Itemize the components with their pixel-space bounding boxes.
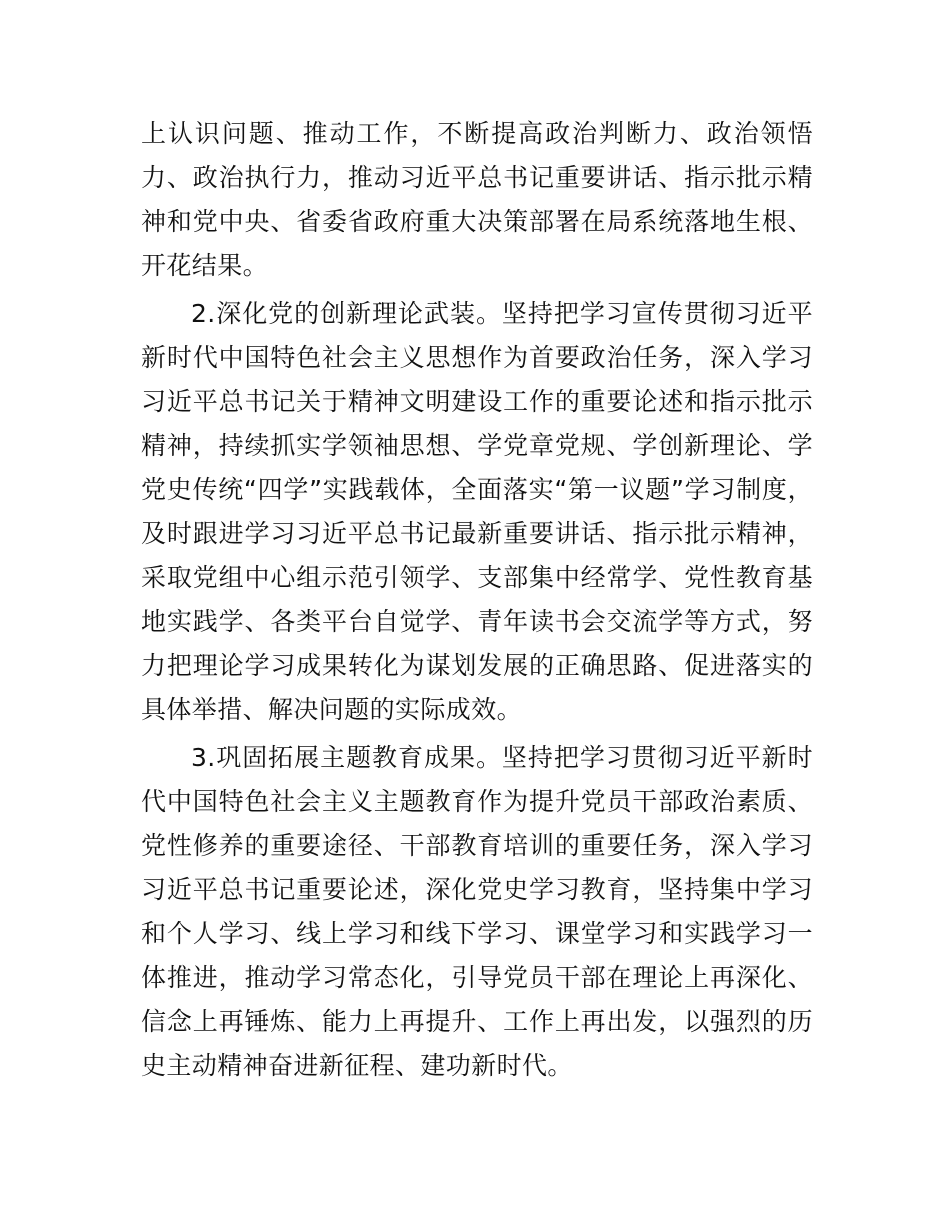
- paragraph-item-2: 2.深化党的创新理论武装。坚持把学习宣传贯彻习近平新时代中国特色社会主义思想作为首要政治任务，深入学习习近平总书记关于精神文明建设工作的重要论述和指示批示精神，持续抓实学领袖思想、学党章党规、学创新理论、学党史传统“四学”实践载体，全面落实“第一议题”学习制度，及时跟进学习习近平总书记最新重要讲话、指示批示精神，采取党组中心组示范引领学、支部集中经常学、党性教育基地实践学、各类平台自觉学、青年读书会交流学等方式，努力把理论学习成果转化为谋划发展的正确思路、促进落实的具体举措、解决问题的实际成效。: [141, 299, 813, 724]
- paragraph-continuation: 上认识问题、推动工作，不断提高政治判断力、政治领悟力、政治执行力，推动习近平总书记重要讲话、指示批示精神和党中央、省委省政府重大决策部署在局系统落地生根、开花结果。: [141, 119, 813, 280]
- document-page: [141, 112, 813, 1092]
- paragraph-item-3: 3.巩固拓展主题教育成果。坚持把学习贯彻习近平新时代中国特色社会主义主题教育作为提升党员干部政治素质、党性修养的重要途径、干部教育培训的重要任务，深入学习习近平总书记重要论述，深化党史学习教育，坚持集中学习和个人学习、线上学习和线下学习、课堂学习和实践学习一体推进，推动学习常态化，引导党员干部在理论上再深化、信念上再锤炼、能力上再提升、工作上再出发，以强烈的历史主动精神奋进新征程、建功新时代。: [141, 743, 813, 1080]
